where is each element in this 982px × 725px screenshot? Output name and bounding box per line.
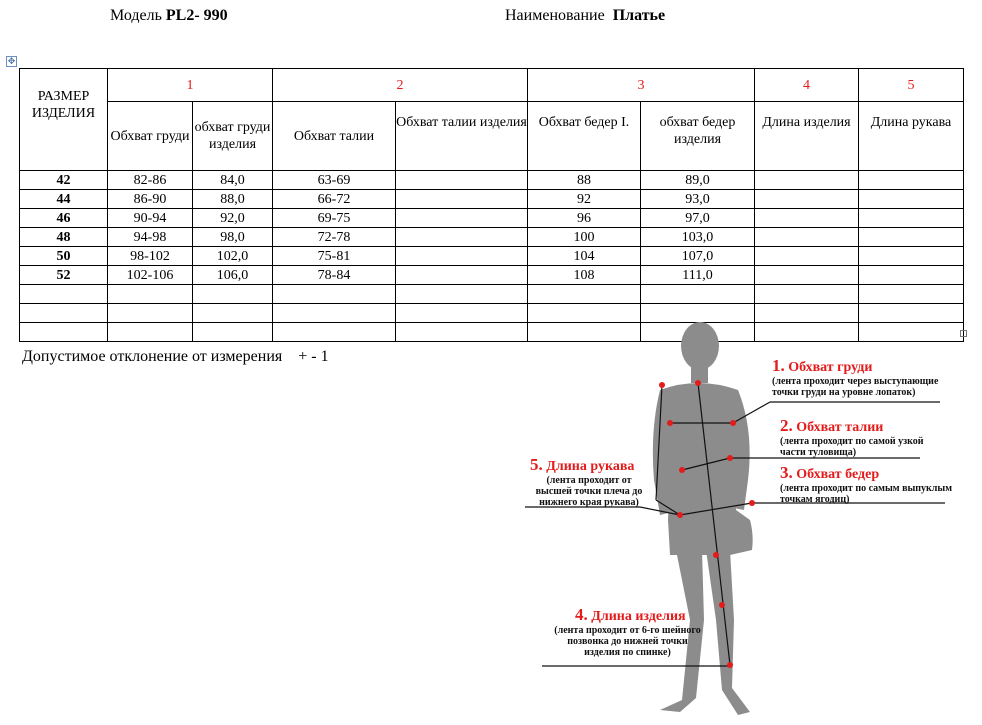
table-row — [20, 285, 964, 304]
table-row — [20, 247, 964, 266]
table-cell — [859, 247, 964, 266]
annotation-chest-title: 1. Обхват груди — [772, 356, 873, 375]
table-cell: 111,0 — [641, 266, 755, 285]
move-anchor-icon[interactable]: ✥ — [7, 57, 16, 67]
subheader-waist-garment: Обхват талии изделия — [396, 102, 528, 171]
size-cell — [20, 285, 108, 304]
size-cell: 44 — [20, 190, 108, 209]
table-cell: 100 — [528, 228, 641, 247]
table-cell — [396, 247, 528, 266]
table-cell: 107,0 — [641, 247, 755, 266]
table-cell — [396, 266, 528, 285]
subheader-sleeve-length: Длина рукава — [859, 102, 964, 171]
table-cell — [859, 209, 964, 228]
subheader-garment-length: Длина изделия — [755, 102, 859, 171]
group-4-number: 4 — [755, 69, 859, 102]
table-cell: 104 — [528, 247, 641, 266]
annotation-sleeve-title: 5. Длина рукава — [530, 455, 635, 474]
table-cell — [396, 228, 528, 247]
tolerance-note: Допустимое отклонение от измерения + - 1 — [22, 348, 329, 365]
table-row — [20, 209, 964, 228]
group-1-number: 1 — [108, 69, 273, 102]
annotation-sleeve-desc: (лента проходит от высшей точки плеча до нижнего края рукава) — [535, 475, 643, 508]
table-cell: 63-69 — [273, 171, 396, 190]
table-cell: 86-90 — [108, 190, 193, 209]
model-value: PL2- 990 — [165, 7, 228, 24]
table-cell — [755, 209, 859, 228]
table-cell: 78-84 — [273, 266, 396, 285]
table-cell: 88 — [528, 171, 641, 190]
size-cell: 52 — [20, 266, 108, 285]
table-cell — [859, 171, 964, 190]
table-cell — [396, 304, 528, 323]
table-cell: 66-72 — [273, 190, 396, 209]
size-header: РАЗМЕР ИЗДЕЛИЯ — [20, 69, 108, 171]
subheader-chest-garment: обхват груди изделия — [193, 102, 273, 171]
group-3-number: 3 — [528, 69, 755, 102]
name-header — [505, 7, 665, 25]
table-cell — [755, 266, 859, 285]
table-cell: 98,0 — [193, 228, 273, 247]
subheader-hips: Обхват бедер I. — [528, 102, 641, 171]
table-cell — [108, 304, 193, 323]
size-cell: 50 — [20, 247, 108, 266]
table-cell — [755, 228, 859, 247]
model-label: Модель — [110, 7, 162, 24]
table-cell: 103,0 — [641, 228, 755, 247]
table-cell — [755, 171, 859, 190]
measurement-figure — [520, 320, 980, 720]
table-cell — [396, 285, 528, 304]
table-row — [20, 266, 964, 285]
table-cell — [859, 190, 964, 209]
annotation-length-title: 4. Длина изделия — [575, 605, 686, 624]
table-cell — [641, 285, 755, 304]
name-value: Платье — [612, 7, 666, 24]
table-cell: 92 — [528, 190, 641, 209]
table-cell: 97,0 — [641, 209, 755, 228]
size-cell: 46 — [20, 209, 108, 228]
table-cell: 108 — [528, 266, 641, 285]
table-cell — [108, 323, 193, 342]
table-cell: 72-78 — [273, 228, 396, 247]
table-cell — [859, 266, 964, 285]
table-cell: 82-86 — [108, 171, 193, 190]
table-cell — [108, 285, 193, 304]
table-cell: 93,0 — [641, 190, 755, 209]
model-header — [110, 7, 228, 25]
table-cell — [193, 304, 273, 323]
annotation-waist-title: 2. Обхват талии — [780, 416, 884, 435]
table-cell — [396, 190, 528, 209]
subheader-chest: Обхват груди — [108, 102, 193, 171]
table-cell — [396, 323, 528, 342]
group-5-number: 5 — [859, 69, 964, 102]
table-cell — [755, 247, 859, 266]
annotation-waist-desc: (лента проходит по самой узкой части туловища) — [780, 436, 924, 458]
table-cell — [273, 285, 396, 304]
size-cell: 48 — [20, 228, 108, 247]
annotation-length-desc: (лента проходит от 6-го шейного позвонка до нижней точки изделия по спинке) — [554, 625, 701, 658]
size-cell — [20, 323, 108, 342]
subheader-hips-garment: обхват бедер изделия — [641, 102, 755, 171]
table-cell: 88,0 — [193, 190, 273, 209]
annotation-hips-desc: (лента проходит по самым выпуклым точкам ягодиц) — [780, 483, 953, 505]
table-cell: 96 — [528, 209, 641, 228]
size-table — [19, 68, 964, 342]
table-row — [20, 171, 964, 190]
table-cell — [273, 304, 396, 323]
table-cell: 90-94 — [108, 209, 193, 228]
table-cell: 102,0 — [193, 247, 273, 266]
table-cell — [755, 285, 859, 304]
table-cell: 92,0 — [193, 209, 273, 228]
table-cell: 98-102 — [108, 247, 193, 266]
name-label: Наименование — [505, 7, 605, 24]
table-cell — [193, 323, 273, 342]
size-cell — [20, 304, 108, 323]
table-cell: 106,0 — [193, 266, 273, 285]
size-cell: 42 — [20, 171, 108, 190]
table-cell: 84,0 — [193, 171, 273, 190]
table-cell — [528, 285, 641, 304]
table-cell: 69-75 — [273, 209, 396, 228]
table-row — [20, 228, 964, 247]
table-cell — [396, 209, 528, 228]
table-cell: 89,0 — [641, 171, 755, 190]
annotation-hips-title: 3. Обхват бедер — [780, 463, 880, 482]
table-cell — [859, 285, 964, 304]
table-cell: 94-98 — [108, 228, 193, 247]
table-cell — [193, 285, 273, 304]
table-cell — [273, 323, 396, 342]
table-cell — [396, 171, 528, 190]
table-cell: 75-81 — [273, 247, 396, 266]
table-cell — [859, 228, 964, 247]
annotation-chest-desc: (лента проходит через выступающие точки груди на уровне лопаток) — [772, 376, 939, 398]
table-row — [20, 190, 964, 209]
group-2-number: 2 — [273, 69, 528, 102]
table-cell: 102-106 — [108, 266, 193, 285]
subheader-waist: Обхват талии — [273, 102, 396, 171]
table-cell — [755, 190, 859, 209]
